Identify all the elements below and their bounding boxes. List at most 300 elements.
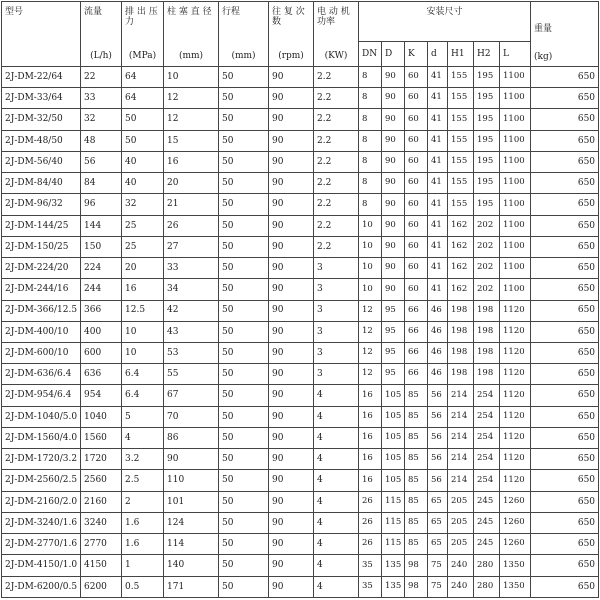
cell-dn: 12 (359, 364, 382, 385)
cell-stroke: 50 (219, 66, 269, 87)
cell-k: 60 (405, 236, 428, 257)
cell-k: 60 (405, 130, 428, 151)
cell-d-bolt: 65 (428, 512, 448, 533)
cell-d-outer: 105 (382, 385, 405, 406)
cell-motor: 4 (314, 427, 359, 448)
cell-motor: 3 (314, 300, 359, 321)
cell-d-outer: 115 (382, 491, 405, 512)
cell-frequency: 90 (269, 215, 314, 236)
cell-model: 2J-DM-954/6.4 (2, 385, 81, 406)
cell-plunger: 15 (164, 130, 219, 151)
cell-frequency: 90 (269, 576, 314, 597)
cell-l: 1120 (500, 470, 531, 491)
cell-h1: 240 (448, 576, 474, 597)
header-stroke-unit: (mm) (231, 50, 256, 61)
cell-frequency: 90 (269, 470, 314, 491)
cell-k: 85 (405, 427, 428, 448)
table-row (2, 66, 599, 87)
cell-stroke: 50 (219, 321, 269, 342)
cell-plunger: 55 (164, 364, 219, 385)
cell-dn: 8 (359, 194, 382, 215)
cell-d-outer: 90 (382, 173, 405, 194)
cell-k: 60 (405, 151, 428, 172)
cell-h2: 195 (474, 88, 500, 109)
cell-l: 1100 (500, 194, 531, 215)
header-model (2, 2, 81, 67)
cell-motor: 4 (314, 406, 359, 427)
cell-k: 85 (405, 449, 428, 470)
cell-pressure: 64 (122, 66, 164, 87)
cell-d-outer: 115 (382, 534, 405, 555)
cell-d-bolt: 46 (428, 321, 448, 342)
cell-weight: 650 (531, 215, 599, 236)
cell-h1: 155 (448, 66, 474, 87)
cell-l: 1120 (500, 449, 531, 470)
cell-plunger: 114 (164, 534, 219, 555)
cell-k: 85 (405, 470, 428, 491)
cell-stroke: 50 (219, 194, 269, 215)
header-motor (314, 2, 359, 67)
cell-frequency: 90 (269, 66, 314, 87)
table-row (2, 555, 599, 576)
cell-flow: 2160 (81, 491, 122, 512)
cell-model: 2J-DM-4150/1.0 (2, 555, 81, 576)
header-install-h2: H2 (474, 42, 500, 67)
cell-h1: 240 (448, 555, 474, 576)
cell-h2: 198 (474, 321, 500, 342)
table-row (2, 215, 599, 236)
cell-stroke: 50 (219, 385, 269, 406)
header-row-top (2, 2, 599, 42)
cell-h1: 214 (448, 406, 474, 427)
cell-flow: 144 (81, 215, 122, 236)
cell-d-bolt: 46 (428, 364, 448, 385)
cell-frequency: 90 (269, 534, 314, 555)
header-install-d-outer: D (382, 42, 405, 67)
table-row (2, 534, 599, 555)
cell-weight: 650 (531, 534, 599, 555)
cell-pressure: 2.5 (122, 470, 164, 491)
cell-motor: 4 (314, 555, 359, 576)
cell-d-outer: 105 (382, 470, 405, 491)
cell-model: 2J-DM-6200/0.5 (2, 576, 81, 597)
cell-weight: 650 (531, 406, 599, 427)
cell-k: 60 (405, 109, 428, 130)
cell-d-outer: 90 (382, 151, 405, 172)
cell-d-outer: 90 (382, 279, 405, 300)
table-row (2, 470, 599, 491)
header-frequency-label: 往 复 次 数 (272, 7, 305, 28)
cell-model: 2J-DM-56/40 (2, 151, 81, 172)
cell-l: 1120 (500, 343, 531, 364)
cell-h1: 155 (448, 109, 474, 130)
cell-model: 2J-DM-400/10 (2, 321, 81, 342)
cell-d-outer: 95 (382, 321, 405, 342)
header-pressure (122, 2, 164, 67)
cell-motor: 4 (314, 576, 359, 597)
cell-plunger: 26 (164, 215, 219, 236)
cell-plunger: 110 (164, 470, 219, 491)
cell-motor: 2.2 (314, 215, 359, 236)
cell-stroke: 50 (219, 215, 269, 236)
cell-model: 2J-DM-32/50 (2, 109, 81, 130)
cell-pressure: 6.4 (122, 385, 164, 406)
cell-stroke: 50 (219, 300, 269, 321)
cell-flow: 4150 (81, 555, 122, 576)
cell-d-outer: 95 (382, 364, 405, 385)
cell-dn: 8 (359, 130, 382, 151)
cell-frequency: 90 (269, 194, 314, 215)
table-row (2, 173, 599, 194)
cell-frequency: 90 (269, 491, 314, 512)
cell-weight: 650 (531, 300, 599, 321)
cell-pressure: 12.5 (122, 300, 164, 321)
cell-dn: 16 (359, 449, 382, 470)
pump-spec-table (1, 1, 599, 598)
cell-model: 2J-DM-1560/4.0 (2, 427, 81, 448)
cell-dn: 16 (359, 427, 382, 448)
cell-k: 60 (405, 258, 428, 279)
cell-pressure: 0.5 (122, 576, 164, 597)
cell-k: 66 (405, 343, 428, 364)
cell-weight: 650 (531, 173, 599, 194)
table-row (2, 406, 599, 427)
cell-h1: 205 (448, 534, 474, 555)
cell-k: 66 (405, 300, 428, 321)
cell-h2: 280 (474, 576, 500, 597)
cell-d-bolt: 56 (428, 385, 448, 406)
cell-dn: 26 (359, 491, 382, 512)
cell-stroke: 50 (219, 491, 269, 512)
cell-k: 85 (405, 534, 428, 555)
cell-d-outer: 90 (382, 194, 405, 215)
cell-h2: 245 (474, 512, 500, 533)
cell-pressure: 50 (122, 109, 164, 130)
cell-pressure: 32 (122, 194, 164, 215)
cell-motor: 3 (314, 364, 359, 385)
cell-h2: 195 (474, 173, 500, 194)
cell-h2: 254 (474, 385, 500, 406)
cell-flow: 2770 (81, 534, 122, 555)
cell-model: 2J-DM-636/6.4 (2, 364, 81, 385)
cell-h1: 198 (448, 364, 474, 385)
cell-h2: 198 (474, 364, 500, 385)
cell-h2: 195 (474, 151, 500, 172)
cell-motor: 2.2 (314, 130, 359, 151)
cell-plunger: 10 (164, 66, 219, 87)
cell-weight: 650 (531, 109, 599, 130)
cell-frequency: 90 (269, 555, 314, 576)
cell-weight: 650 (531, 236, 599, 257)
cell-stroke: 50 (219, 279, 269, 300)
table-row (2, 385, 599, 406)
cell-h2: 198 (474, 300, 500, 321)
cell-dn: 8 (359, 151, 382, 172)
table-row (2, 109, 599, 130)
cell-h1: 155 (448, 88, 474, 109)
cell-pressure: 25 (122, 215, 164, 236)
cell-k: 98 (405, 555, 428, 576)
header-install-d-bolt: d (428, 42, 448, 67)
cell-motor: 4 (314, 534, 359, 555)
cell-k: 60 (405, 194, 428, 215)
cell-l: 1100 (500, 151, 531, 172)
cell-flow: 33 (81, 88, 122, 109)
cell-motor: 2.2 (314, 194, 359, 215)
cell-flow: 224 (81, 258, 122, 279)
cell-d-bolt: 75 (428, 555, 448, 576)
cell-flow: 2560 (81, 470, 122, 491)
cell-model: 2J-DM-2560/2.5 (2, 470, 81, 491)
cell-d-bolt: 65 (428, 491, 448, 512)
cell-h2: 254 (474, 449, 500, 470)
cell-l: 1120 (500, 364, 531, 385)
table-row (2, 194, 599, 215)
cell-d-bolt: 41 (428, 173, 448, 194)
header-stroke (219, 2, 269, 67)
cell-d-outer: 105 (382, 427, 405, 448)
cell-pressure: 64 (122, 88, 164, 109)
cell-flow: 48 (81, 130, 122, 151)
cell-d-bolt: 41 (428, 130, 448, 151)
cell-model: 2J-DM-244/16 (2, 279, 81, 300)
cell-dn: 16 (359, 406, 382, 427)
cell-dn: 8 (359, 173, 382, 194)
cell-d-bolt: 56 (428, 427, 448, 448)
cell-frequency: 90 (269, 427, 314, 448)
cell-model: 2J-DM-366/12.5 (2, 300, 81, 321)
cell-d-outer: 90 (382, 109, 405, 130)
cell-weight: 650 (531, 151, 599, 172)
cell-l: 1100 (500, 258, 531, 279)
cell-frequency: 90 (269, 130, 314, 151)
cell-stroke: 50 (219, 173, 269, 194)
cell-l: 1120 (500, 406, 531, 427)
cell-stroke: 50 (219, 343, 269, 364)
cell-d-bolt: 41 (428, 88, 448, 109)
cell-h2: 202 (474, 236, 500, 257)
cell-flow: 84 (81, 173, 122, 194)
cell-plunger: 42 (164, 300, 219, 321)
cell-h2: 195 (474, 109, 500, 130)
cell-stroke: 50 (219, 534, 269, 555)
cell-pressure: 4 (122, 427, 164, 448)
cell-d-bolt: 41 (428, 109, 448, 130)
cell-d-bolt: 41 (428, 279, 448, 300)
cell-stroke: 50 (219, 88, 269, 109)
cell-flow: 636 (81, 364, 122, 385)
cell-motor: 3 (314, 279, 359, 300)
cell-h2: 195 (474, 130, 500, 151)
cell-model: 2J-DM-2770/1.6 (2, 534, 81, 555)
cell-frequency: 90 (269, 236, 314, 257)
header-flow (81, 2, 122, 67)
cell-weight: 650 (531, 66, 599, 87)
cell-weight: 650 (531, 343, 599, 364)
cell-l: 1100 (500, 279, 531, 300)
cell-h2: 254 (474, 470, 500, 491)
cell-d-outer: 90 (382, 88, 405, 109)
cell-model: 2J-DM-1720/3.2 (2, 449, 81, 470)
cell-pressure: 16 (122, 279, 164, 300)
cell-h1: 162 (448, 236, 474, 257)
table-row (2, 321, 599, 342)
cell-d-bolt: 41 (428, 151, 448, 172)
cell-pressure: 40 (122, 173, 164, 194)
header-install-label: 安装尺寸 (426, 7, 463, 17)
cell-pressure: 20 (122, 258, 164, 279)
cell-stroke: 50 (219, 151, 269, 172)
cell-model: 2J-DM-2160/2.0 (2, 491, 81, 512)
cell-plunger: 12 (164, 88, 219, 109)
cell-plunger: 101 (164, 491, 219, 512)
cell-flow: 1040 (81, 406, 122, 427)
cell-stroke: 50 (219, 258, 269, 279)
header-install-k: K (405, 42, 428, 67)
cell-d-outer: 90 (382, 258, 405, 279)
cell-model: 2J-DM-600/10 (2, 343, 81, 364)
cell-l: 1100 (500, 236, 531, 257)
cell-dn: 10 (359, 215, 382, 236)
cell-plunger: 16 (164, 151, 219, 172)
cell-plunger: 12 (164, 109, 219, 130)
cell-k: 85 (405, 406, 428, 427)
cell-h1: 198 (448, 343, 474, 364)
cell-motor: 2.2 (314, 66, 359, 87)
cell-motor: 4 (314, 512, 359, 533)
cell-weight: 650 (531, 385, 599, 406)
cell-motor: 3 (314, 343, 359, 364)
cell-l: 1100 (500, 173, 531, 194)
cell-h2: 195 (474, 194, 500, 215)
cell-pressure: 3.2 (122, 449, 164, 470)
cell-weight: 650 (531, 364, 599, 385)
cell-k: 60 (405, 66, 428, 87)
cell-flow: 3240 (81, 512, 122, 533)
cell-plunger: 21 (164, 194, 219, 215)
cell-stroke: 50 (219, 449, 269, 470)
header-flow-label: 流量 (84, 7, 103, 17)
cell-model: 2J-DM-84/40 (2, 173, 81, 194)
cell-dn: 35 (359, 555, 382, 576)
cell-d-outer: 135 (382, 576, 405, 597)
cell-d-bolt: 41 (428, 66, 448, 87)
header-install-h1: H1 (448, 42, 474, 67)
header-plunger (164, 2, 219, 67)
cell-motor: 3 (314, 321, 359, 342)
cell-plunger: 43 (164, 321, 219, 342)
table-row (2, 151, 599, 172)
cell-d-outer: 95 (382, 343, 405, 364)
cell-flow: 22 (81, 66, 122, 87)
cell-h1: 205 (448, 491, 474, 512)
cell-l: 1100 (500, 66, 531, 87)
cell-model: 2J-DM-48/50 (2, 130, 81, 151)
header-install (359, 2, 531, 42)
cell-h2: 202 (474, 215, 500, 236)
cell-motor: 4 (314, 385, 359, 406)
cell-d-bolt: 56 (428, 449, 448, 470)
cell-dn: 10 (359, 258, 382, 279)
cell-frequency: 90 (269, 321, 314, 342)
header-weight-label: 重量 (534, 23, 553, 34)
cell-h2: 195 (474, 66, 500, 87)
cell-h2: 254 (474, 406, 500, 427)
cell-model: 2J-DM-224/20 (2, 258, 81, 279)
cell-pressure: 10 (122, 321, 164, 342)
cell-d-outer: 90 (382, 66, 405, 87)
cell-l: 1120 (500, 385, 531, 406)
table-row (2, 300, 599, 321)
cell-l: 1260 (500, 534, 531, 555)
cell-plunger: 34 (164, 279, 219, 300)
cell-h2: 202 (474, 279, 500, 300)
header-frequency-unit: (rpm) (278, 50, 304, 61)
cell-k: 85 (405, 512, 428, 533)
table-row (2, 279, 599, 300)
table-row (2, 236, 599, 257)
cell-pressure: 1.6 (122, 534, 164, 555)
cell-stroke: 50 (219, 406, 269, 427)
cell-stroke: 50 (219, 470, 269, 491)
cell-k: 60 (405, 88, 428, 109)
cell-dn: 12 (359, 343, 382, 364)
cell-motor: 4 (314, 449, 359, 470)
cell-h1: 198 (448, 300, 474, 321)
cell-motor: 2.2 (314, 88, 359, 109)
cell-weight: 650 (531, 491, 599, 512)
cell-d-outer: 90 (382, 236, 405, 257)
cell-flow: 150 (81, 236, 122, 257)
cell-h2: 198 (474, 343, 500, 364)
cell-dn: 10 (359, 236, 382, 257)
header-pressure-unit: (MPa) (128, 50, 157, 61)
cell-d-outer: 95 (382, 300, 405, 321)
header-plunger-unit: (mm) (178, 50, 204, 61)
cell-model: 2J-DM-33/64 (2, 88, 81, 109)
header-model-label: 型号 (5, 7, 24, 17)
cell-plunger: 20 (164, 173, 219, 194)
cell-d-bolt: 56 (428, 470, 448, 491)
cell-stroke: 50 (219, 109, 269, 130)
table-row (2, 343, 599, 364)
cell-flow: 244 (81, 279, 122, 300)
cell-k: 66 (405, 364, 428, 385)
cell-stroke: 50 (219, 364, 269, 385)
cell-pressure: 40 (122, 151, 164, 172)
cell-motor: 2.2 (314, 109, 359, 130)
cell-frequency: 90 (269, 449, 314, 470)
cell-plunger: 90 (164, 449, 219, 470)
cell-motor: 4 (314, 470, 359, 491)
cell-dn: 8 (359, 88, 382, 109)
header-weight-unit: (kg) (534, 51, 553, 62)
cell-h1: 162 (448, 215, 474, 236)
cell-plunger: 140 (164, 555, 219, 576)
header-plunger-label: 柱 塞 直 径 (167, 7, 212, 17)
cell-h2: 254 (474, 427, 500, 448)
cell-plunger: 70 (164, 406, 219, 427)
header-weight (531, 2, 599, 67)
table-row (2, 258, 599, 279)
cell-d-bolt: 41 (428, 194, 448, 215)
cell-l: 1260 (500, 512, 531, 533)
cell-model: 2J-DM-1040/5.0 (2, 406, 81, 427)
cell-h2: 245 (474, 534, 500, 555)
cell-flow: 366 (81, 300, 122, 321)
cell-model: 2J-DM-150/25 (2, 236, 81, 257)
cell-h1: 214 (448, 470, 474, 491)
